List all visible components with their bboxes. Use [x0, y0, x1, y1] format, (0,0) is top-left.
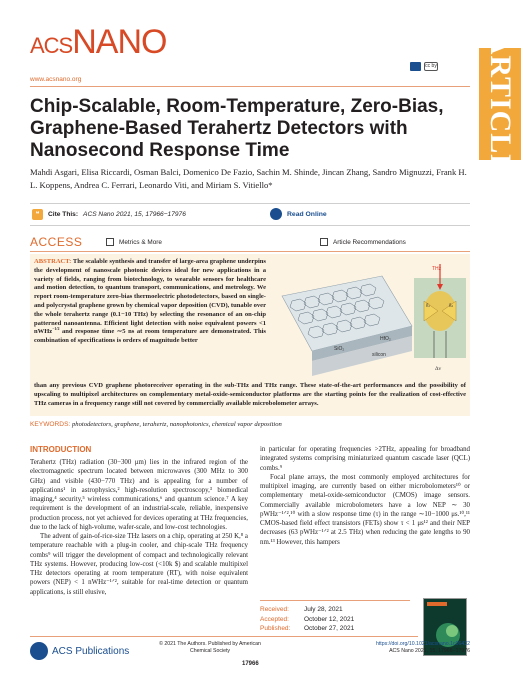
abstract-text-part1: The scalable synthesis and transfer of large-area graphene underpins the development of nanoscale photonic devices ideal for new applications in a variety of fields, ranging from biotechnology, to wearable sensors for healthcare and motion detection, to quantum transport, communications, and metrology. We report room-temperature zero-bias thermoelectric photodetectors, based on single- and polycrystal graphene grown by chemical vapor deposition (CVD), tunable over the whole terahertz range (0.1−10 THz) by selecting the resonance of an on-chip patterned nanoantenna. Efficient light detection with noise equivalent powers <1 nWHz [34, 258, 266, 336]
accepted-row [260, 615, 410, 625]
read-online-button[interactable] [270, 208, 327, 220]
access-label: ACCESS [30, 235, 83, 249]
published-label: Published: [260, 625, 291, 632]
logo-nano-text: NANO [72, 23, 167, 61]
received-row [260, 605, 410, 615]
footer-divider [30, 636, 418, 637]
read-online-icon [270, 208, 282, 220]
document-icon [320, 238, 328, 246]
acs-publications-logo[interactable] [30, 642, 129, 660]
section-tab-label: ARTICLE [484, 32, 517, 176]
bar-chart-icon [106, 238, 114, 246]
right-paragraph-1: in particular for operating frequencies >2THz, appealing for broadband integrated systems comprising miniaturized quantum cascade laser (QCL) combs.⁹ [260, 446, 470, 472]
toc-graphic [272, 256, 468, 376]
silicon-label: silicon [372, 352, 386, 358]
metrics-button[interactable] [106, 238, 162, 246]
g1-label: g₁ [426, 303, 431, 308]
author-list[interactable]: Mahdi Asgari, Elisa Riccardi, Osman Balci, Domenico De Fazio, Sachin M. Shinde, Jincan Zhang, Sandro Mignuzzi, Frank H. L. Koppens, Andrea C. Ferrari, Leonardo Viti, and Miriam S. Vitiello* [30, 167, 467, 190]
cite-divider-bottom [30, 225, 470, 226]
received-label: Received: [260, 606, 289, 613]
published-row [260, 624, 410, 634]
g2-label: g₂ [449, 303, 454, 308]
abstract-label: ABSTRACT: [34, 258, 72, 265]
cite-divider-top [30, 203, 470, 204]
body-right-column [260, 445, 470, 547]
keywords-label: KEYWORDS: [30, 421, 71, 428]
acs-authorchoice-icon [410, 62, 421, 71]
publisher-name: ACS Publications [52, 645, 130, 657]
article-title: Chip-Scalable, Room-Temperature, Zero-Bias, Graphene-Based Terahertz Detectors with Nanosecond Response Time [30, 96, 444, 161]
cite-reference: ACS Nano 2021, 15, 17966−17976 [83, 211, 186, 218]
intro-paragraph-1: Terahertz (THz) radiation (30−300 μm) lies in the infrared region of the electromagnetic spectrum located between microwaves (300 MHz to 300 GHz) and visible (430−770 THz) and is appealing for a number of applications¹ in astrophysics,² high-resolution spectroscopy,³ biomedical imaging,⁴ security,⁵ wireless communications,⁶ and quantum science.⁷ A key requirement is the development of an industrial-scale, reliable, inexpensive production process, not yet achieved for devices operating at THz frequencies, due to the lack of high-volume, wafer-scale, and low-cost technologies. [30, 459, 248, 531]
open-access-badges [410, 62, 438, 71]
site-url[interactable]: www.acsnano.org [30, 76, 82, 83]
delta-v-label: Δv [435, 366, 442, 372]
footer-doi-block [300, 641, 470, 654]
right-paragraph-2: Focal plane arrays, the most commonly employed architectures for multipixel imaging, are currently based on either microbolometers¹⁰ or complementary metal-oxide-semiconductor (CMOS) image sensors. Commercially available microbolometers have a low NEP ∼ 30 pWHz⁻¹ᐟ²,¹⁰ with a slow response time (τ) in the range ∼10−1000 μs.¹⁰,¹¹ CMOS-based field effect transistors (FETs) show τ < 1 μs¹² and their NEP decreases (63 pWHz⁻¹ᐟ² at 2.5 THz) when reducing the gate lengths to 90 nm.¹³ However, this hampers [260, 473, 470, 546]
metrics-label: Metrics & More [119, 238, 162, 246]
abstract-text-part2: and response time ∼5 ns at room temperature are demonstrated. This combination of specifications is orders of magnitude better [34, 328, 266, 345]
doi-link[interactable]: https://doi.org/10.1021/acsnano.1c06432 [375, 641, 470, 647]
body-left-column [30, 445, 248, 597]
page-number: 17966 [242, 661, 259, 667]
sio2-label: SiO₂ [334, 346, 345, 352]
abstract-exponent: −1/2 [52, 326, 60, 332]
thz-label: THz [432, 266, 442, 272]
introduction-heading: INTRODUCTION [30, 445, 92, 454]
recommendations-label: Article Recommendations [333, 238, 406, 246]
hfo2-label: HfO₂ [380, 336, 391, 342]
header-divider [30, 86, 470, 87]
article-dates [260, 600, 410, 634]
published-date: October 27, 2021 [304, 625, 355, 632]
journal-reference: ACS Nano 2021, 15, 17966−17976 [389, 647, 470, 654]
journal-logo[interactable] [30, 25, 166, 61]
cite-bar [30, 203, 470, 225]
accepted-date: October 12, 2021 [304, 615, 355, 623]
cite-this[interactable] [32, 209, 186, 220]
access-divider [30, 251, 470, 252]
copyright-notice: © 2021 The Authors. Published by American Chemical Society [159, 641, 261, 654]
access-bar [30, 232, 470, 252]
intro-paragraph-2: The advent of gain-of-rice-size THz lasers on a chip, operating at 250 K,⁸ a temperature reachable with a plug-in cooler, and chip-scale THz frequency combs⁹ will trigger the development of compact and technologically relevant THz systems. However, producing low-cost (<10k $) and scalable multipixel THz detectors operating at room temperature (RT), with noise equivalent powers (NEP) < 1 nWHz⁻¹ᐟ², suitable for real-time detection or quantum applications, is still elusive, [30, 533, 248, 596]
received-date: July 28, 2021 [304, 606, 343, 613]
logo-acs-text: ACS [30, 33, 73, 58]
abstract-continued: than any previous CVD graphene photoreceiver operating in the sub-THz and THz range. These state-of-the-art performances and the possibility of upscaling to multipixel architectures on complementary metal-oxide-semiconductor platforms are the starting points for the realization of cost-effective THz cameras in a frequency range still not covered by commercially available microbolometer arrays. [34, 382, 466, 407]
cite-label: Cite This: [48, 211, 79, 218]
keywords-text: photodetectors, graphene, terahertz, nanophotonics, chemical vapor deposition [71, 421, 282, 428]
keywords [30, 420, 470, 429]
section-tab [479, 32, 521, 176]
abstract-box [30, 254, 470, 416]
read-online-label: Read Online [287, 210, 327, 218]
acs-logo-icon [30, 642, 48, 660]
quote-icon: ❝ [32, 209, 43, 220]
abstract-text [34, 258, 266, 346]
recommendations-button[interactable] [320, 238, 406, 246]
accepted-label: Accepted: [260, 615, 289, 623]
cc-license-icon: cc by [425, 63, 437, 69]
